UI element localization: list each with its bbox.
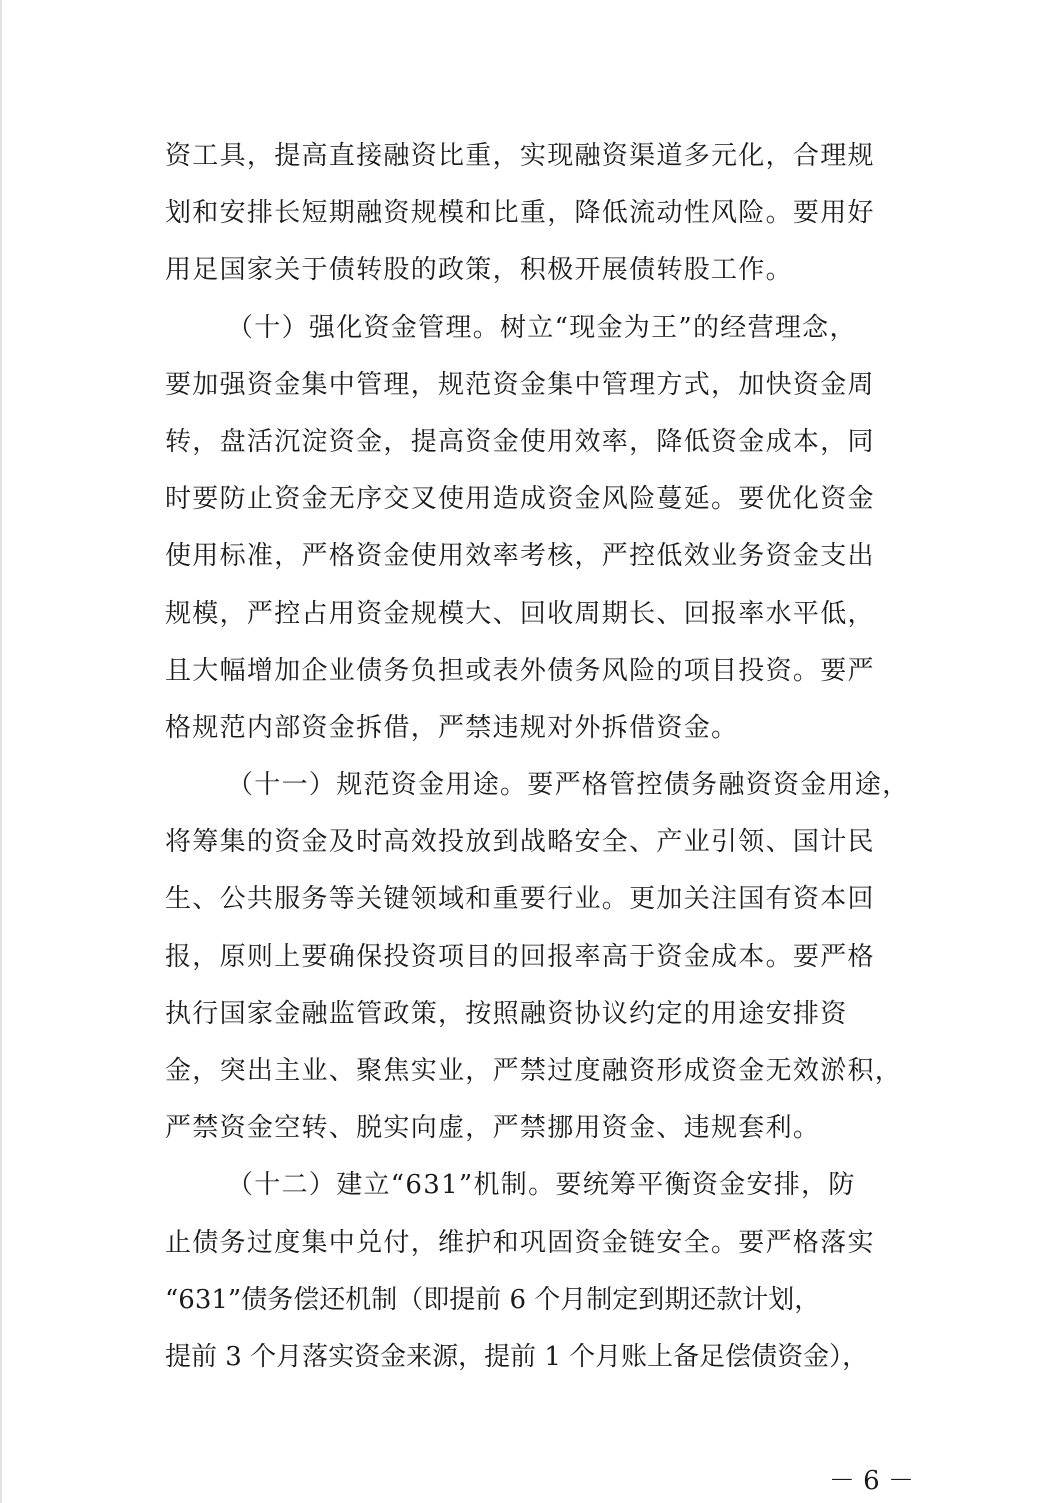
text-line: 报，原则上要确保投资项目的回报率高于资金成本。要严格 (165, 941, 875, 972)
text-line: 且大幅增加企业债务负担或表外债务风险的项目投资。要严 (165, 655, 875, 686)
text-line: 要加强资金集中管理，规范资金集中管理方式，加快资金周 (165, 369, 875, 400)
text-line: 规模，严控占用资金规模大、回收周期长、回报率水平低， (165, 598, 875, 629)
page-edge (0, 0, 2, 1503)
text-line: 生、公共服务等关键领域和重要行业。更加关注国有资本回 (165, 884, 875, 915)
text-line: 提前 3 个月落实资金来源，提前 1 个月账上备足偿债资金）， (165, 1341, 869, 1372)
text-line: 转，盘活沉淀资金，提高资金使用效率，降低资金成本，同 (165, 426, 875, 457)
text-line: 止债务过度集中兑付，维护和巩固资金链安全。要严格落实 (165, 1227, 875, 1258)
text-line: 时要防止资金无序交叉使用造成资金风险蔓延。要优化资金 (165, 484, 875, 515)
text-line: 用足国家关于债转股的政策，积极开展债转股工作。 (165, 255, 793, 286)
text-line: “631”债务偿还机制（即提前 6 个月制定到期还款计划， (165, 1284, 821, 1315)
page-number: － 6 － (828, 1466, 914, 1496)
text-line: 使用标准，严格资金使用效率考核，严控低效业务资金支出 (165, 541, 875, 572)
document-body (165, 128, 910, 1386)
text-line: 格规范内部资金拆借，严禁违规对外拆借资金。 (165, 712, 739, 743)
text-line: 严禁资金空转、脱实向虚，严禁挪用资金、违规套利。 (165, 1113, 821, 1144)
text-line: 资工具，提高直接融资比重，实现融资渠道多元化，合理规 (165, 141, 875, 171)
text-line: 将筹集的资金及时高效投放到战略安全、产业引领、国计民 (165, 827, 875, 858)
section-heading-line: （十二）建立“631”机制。要统筹平衡资金安排，防 (227, 1170, 856, 1201)
text-line: 金，突出主业、聚焦实业，严禁过度融资形成资金无效淤积， (165, 1056, 903, 1086)
text-line: 执行国家金融监管政策，按照融资协议约定的用途安排资 (165, 998, 848, 1029)
section-heading-line: （十一）规范资金用途。要严格管控债务融资资金用途， (227, 770, 910, 801)
text-line: 划和安排长短期融资规模和比重，降低流动性风险。要用好 (165, 198, 875, 229)
section-heading-line: （十）强化资金管理。树立“现金为王”的经营理念， (227, 312, 857, 343)
